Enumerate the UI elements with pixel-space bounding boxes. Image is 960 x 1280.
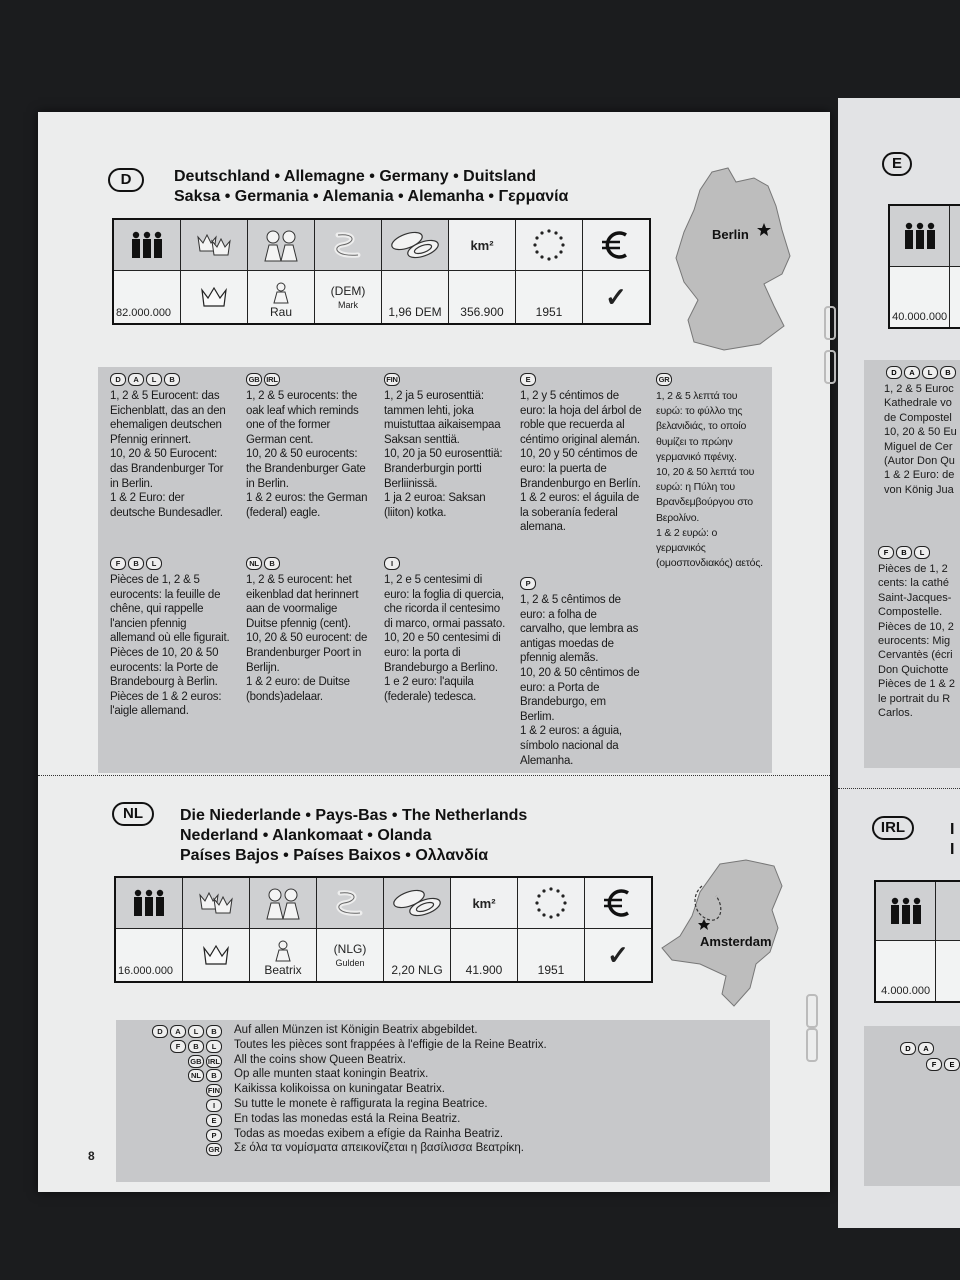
coin-description: 1, 2 & 5 cêntimos de euro: a folha de carvalho, que lembra as antigas moedas de pfennig alemãs. 10, 20 & 50 cêntimos de euro: a Porta de Brandeburgo, em Berlim. 1 & 2 euros: a águia, símbolo nacional da Alemanha. [520,594,640,767]
germany-map-shape [676,168,790,350]
language-code: B [206,1025,222,1038]
crowns-icon [194,229,234,261]
description-row [116,1142,770,1156]
language-code: L [206,1040,222,1053]
population-value: 4.000.000 [881,985,931,997]
table-cell [950,267,960,329]
population-icon-cell [113,219,181,271]
description-row [116,1068,770,1082]
booklet-page-left [38,112,830,1192]
population-icon-cell [875,881,936,941]
population-icon [889,896,923,926]
language-codes [384,373,508,386]
description-row [116,1113,770,1127]
euro-member-cell [583,271,651,325]
euro-symbol-icon [600,885,636,921]
germany-map [664,166,804,356]
eu-stars-icon [531,227,567,263]
netherlands-map-shape [662,860,782,1006]
coin-description: Su tutte le monete è raffigurata la regina Beatrice. [234,1098,488,1110]
eu-flag-cell [518,877,585,929]
area-unit-label: km² [470,237,494,253]
language-code: B [206,1069,222,1082]
crown-icon [199,284,229,310]
desc-column-it [384,557,508,704]
coin-description: Σε όλα τα νομίσματα απεικονίζεται η βασίλισσα Βεατρίκη. [234,1142,524,1155]
monarch-icon-cell [181,219,248,271]
euro-cell [585,877,653,929]
language-code: A [128,373,144,386]
language-codes [188,1069,224,1082]
language-code: L [146,557,162,570]
germany-coin-descriptions [98,367,772,773]
language-code: GR [656,373,672,386]
currency-code: (DEM) [330,284,366,298]
area-value-cell [451,929,518,983]
language-code: GB [188,1055,204,1068]
germany-title-line: Deutschland • Allemagne • Germany • Duitsland [174,168,537,185]
euro-symbol-icon [598,227,634,263]
table-cell [936,941,960,1003]
exchange-coins-icon [387,227,443,263]
language-codes [878,546,932,559]
coin-description: All the coins show Queen Beatrix. [234,1053,406,1066]
exchange-value-cell [384,929,451,983]
language-codes [246,373,370,386]
population-icon-cell [115,877,183,929]
crown-icon [201,942,231,968]
population-icon [903,221,937,251]
crown-value-cell [181,271,248,325]
language-codes [520,577,642,590]
desc-column-es [520,373,642,535]
coin-icon-cell [317,877,384,929]
area-value: 356.900 [460,305,504,319]
language-code: I [206,1099,222,1112]
coin-description: Auf allen Münzen ist Königin Beatrix abgebildet. [234,1024,478,1036]
currency-value-cell [317,929,384,983]
language-codes [110,557,230,570]
germany-stats-table [112,218,651,325]
area-value-cell [449,271,516,325]
page-number: 8 [88,1149,95,1163]
exchange-icon-cell [384,877,451,929]
language-code: L [922,366,938,379]
netherlands-map [650,856,790,1016]
coin-description: 1, 2 & 5 eurocents: the oak leaf which reminds one of the former German cent. 10, 20 & 50 eurocents: the Brandenburger Gate in Berlin. 1 & 2 euros: the German (federal) eagle. [246,390,368,519]
table-cell [936,881,960,941]
language-code: L [914,546,930,559]
language-codes [206,1084,224,1097]
ruler-name: Beatrix [264,963,302,977]
population-value-cell [875,941,936,1003]
language-codes [188,1055,224,1068]
language-code: FIN [207,1086,220,1096]
euro-member-check: ✓ [607,939,629,970]
language-code: IRL [264,373,280,386]
language-code: E [944,1058,960,1071]
coin-description: 1, 2 y 5 céntimos de euro: la hoja del árbol de roble que recuerda al céntimo original alemán. 10, 20 y 50 céntimos de euro: la puerta de Brandenburgo en Berlín. 1 & 2 euros: el águila de la soberanía federal alemana. [520,390,642,534]
coin-icon-cell [315,219,382,271]
portraits-icon [263,883,303,923]
language-code: B [264,557,280,570]
crown-value-cell [183,929,250,983]
language-code: D [900,1042,916,1055]
staple [824,306,836,340]
language-code: B [164,373,180,386]
description-row [116,1083,770,1097]
description-row [116,1054,770,1068]
language-code: B [128,557,144,570]
desc-column-fr [110,557,230,719]
language-codes [384,557,508,570]
ruler-value-cell [250,929,317,983]
portrait-icon [274,939,292,963]
coin-description: Kaikissa kolikoissa on kuningatar Beatrix. [234,1083,445,1096]
coin-description: 1, 2 & 5 eurocent: het eikenblad dat herinnert aan de voormalige Duitse pfennig (cent). 10, 20 & 50 eurocent: de Brandenburger Poort in Berlijn. 1 & 2 euro: de Duitse (bonds)adelaar. [246,574,368,703]
eu-flag-cell [516,219,583,271]
section-divider [38,775,830,776]
coin-slot-icon [330,883,370,923]
crowns-icon [196,887,236,919]
country-badge-spain: E [882,152,912,176]
coin-description: Toutes les pièces sont frappées à l'effigie de la Reine Beatrix. [234,1038,547,1051]
language-code: L [146,373,162,386]
area-unit-cell [451,877,518,929]
desc-column-nl [246,557,370,704]
coin-description: Todas as moedas exibem a efígie da Rainha Beatriz. [234,1127,504,1140]
language-code: D [152,1025,168,1038]
coin-description: 1, 2 & 5 Euroc Kathedrale vo de Compostel 10, 20 & 50 Eu Miguel de Cer (Autor Don Qu 1 & 2 Euro: de von König Jua [884,383,957,496]
ireland-coin-descriptions [864,1026,960,1186]
language-codes [206,1129,224,1142]
germany-title-line: Saksa • Germania • Alemania • Alemanha • Γερμανία [174,188,569,205]
language-codes [656,373,764,386]
currency-value-cell [315,271,382,325]
currency-name: Mark [338,300,358,310]
country-badge-netherlands: NL [112,802,154,826]
table-cell [950,205,960,267]
language-code: F [110,557,126,570]
language-codes [206,1099,224,1112]
language-code: F [926,1058,942,1071]
map-city-label: Berlin [712,227,749,242]
population-value: 16.000.000 [118,965,174,977]
exchange-icon-cell [382,219,449,271]
area-unit-cell [449,219,516,271]
language-codes [206,1114,224,1127]
desc-column-de [110,373,230,520]
netherlands-title-line: Die Niederlande • Pays-Bas • The Netherlands [180,807,528,824]
ireland-title-line: I [950,841,955,858]
language-code: A [170,1025,186,1038]
desc-column-en [246,373,370,520]
coin-description: En todas las monedas está la Reina Beatriz. [234,1112,461,1125]
portrait-icon [272,281,290,305]
coin-description: 1, 2 e 5 centesimi di euro: la foglia di quercia, che ricorda il centesimo di marco, ormai passato. 10, 20 e 50 centesimi di euro: la porta di Brandeburgo a Berlino. 1 e 2 euro: l'aquila (federale) tedesca. [384,574,506,703]
population-value: 82.000.000 [116,307,172,319]
language-code: E [206,1114,222,1127]
ireland-title [950,820,954,860]
staple [824,350,836,384]
monarch-icon-cell [183,877,250,929]
exchange-coins-icon [389,885,445,921]
netherlands-title-line: Nederland • Alankomaat • Olanda [180,827,432,844]
spain-coin-descriptions [864,360,960,768]
language-code: F [878,546,894,559]
coin-description: Pièces de 1, 2 cents: la cathé Saint-Jacques- Compostelle. Pièces de 10, 2 eurocents: Mig Cervantès (écri Don Quichotte Pièces de 1 & 2 le portrait du R Carlos. [878,563,956,720]
language-code: A [918,1042,934,1055]
language-codes [170,1040,224,1053]
language-codes [520,373,642,386]
population-value-cell [113,271,181,325]
coin-description: Pièces de 1, 2 & 5 eurocents: la feuille de chêne, qui rappelle l'ancien pfennig allemand où elle figurait. Pièces de 10, 20 & 50 eurocents: la Porte de Brandebourg à Berlin. Pièces de 1 & 2 euros: l'aigle allemand. [110,574,230,718]
spain-stats-table [888,204,960,329]
ireland-title-line: I [950,821,955,838]
portraits-icon [261,225,301,265]
language-code: B [896,546,912,559]
language-code: D [110,373,126,386]
language-codes [900,1042,936,1055]
netherlands-title [180,806,527,866]
ireland-stats-table [874,880,960,1003]
germany-title [174,167,568,207]
staple [806,994,818,1028]
language-code: GB [246,373,262,386]
description-row [116,1024,770,1038]
language-code: A [904,366,920,379]
ruler-name: Rau [269,305,292,319]
desc-column-pt [520,577,642,768]
language-codes [110,373,230,386]
description-row [116,1098,770,1112]
language-code: P [206,1129,222,1142]
language-code: NL [188,1069,204,1082]
eu-year-cell [518,929,585,983]
language-code: F [170,1040,186,1053]
area-value: 41.900 [465,963,503,977]
population-icon [132,888,166,918]
map-city-label: Amsterdam [700,934,772,949]
currency-code: (NLG) [333,942,367,956]
coin-description: 1, 2 & 5 Eurocent: das Eichenblatt, das an den ehemaligen deutschen Pfennig erinnert. 10, 20 & 50 Eurocent: das Brandenburger Tor in Berlin. 1 & 2 Euro: der deutsche Bundesadler. [110,390,226,519]
eu-stars-icon [533,885,569,921]
netherlands-coin-descriptions [116,1020,770,1182]
eu-year-cell [516,271,583,325]
language-code: B [940,366,956,379]
language-code: NL [246,557,262,570]
language-code: I [384,557,400,570]
netherlands-stats-table [114,876,653,983]
euro-member-check: ✓ [605,281,627,312]
population-value-cell [115,929,183,983]
language-code: P [520,577,536,590]
language-codes [246,557,370,570]
euro-member-cell [585,929,653,983]
desc-column-fi [384,373,508,520]
language-code: E [520,373,536,386]
coin-description: 1, 2 & 5 λεπτά του ευρώ: το φύλλο της βελανιδιάς, το οποίο θυμίζει το πρώην γερμανικό πφένιχ. 10, 20 & 50 λεπτά του ευρώ: η Πύλη του Βρανδεμβούργου στο Βερολίνο. 1 & 2 ευρώ: ο γερμανικός (ομοσπονδιακός) αετός. [656,390,763,570]
ruler-icon-cell [250,877,317,929]
eu-year-value: 1951 [537,963,565,977]
language-code: FIN [384,373,400,386]
language-codes [926,1058,960,1071]
eu-year-value: 1951 [535,305,563,319]
exchange-value-cell [382,271,449,325]
country-badge-germany: D [108,168,144,192]
language-code: B [188,1040,204,1053]
country-badge-ireland: IRL [872,816,914,840]
coin-description: 1, 2 ja 5 eurosenttiä: tammen lehti, joka muistuttaa aikaisempaa Saksan senttiä. 10, 20 ja 50 eurosenttiä: Branderburgin portti Berliinissä. 1 ja 2 euroa: Saksan (liiton) kotka. [384,390,503,519]
language-codes [206,1143,224,1156]
coin-description: Op alle munten staat koningin Beatrix. [234,1068,429,1081]
language-code: D [886,366,902,379]
population-icon-cell [889,205,950,267]
desc-column-gr [656,373,764,571]
population-value-cell [889,267,950,329]
language-codes [886,366,958,379]
language-codes [152,1025,224,1038]
coin-slot-icon [328,225,368,265]
description-row [116,1039,770,1053]
ruler-value-cell [248,271,315,325]
exchange-value: 1,96 DEM [388,305,442,319]
staple [806,1028,818,1062]
population-value: 40.000.000 [892,311,948,323]
language-code: L [188,1025,204,1038]
currency-name: Gulden [335,958,365,968]
exchange-value: 2,20 NLG [391,963,443,977]
language-code: GR [206,1143,222,1156]
booklet-page-right [838,98,960,1228]
section-divider [838,788,960,789]
population-icon [130,230,164,260]
area-unit-label: km² [472,895,496,911]
language-code: IRL [207,1056,220,1066]
netherlands-title-line: Países Bajos • Países Baixos • Ολλανδία [180,847,489,864]
euro-cell [583,219,651,271]
ruler-icon-cell [248,219,315,271]
description-row [116,1128,770,1142]
